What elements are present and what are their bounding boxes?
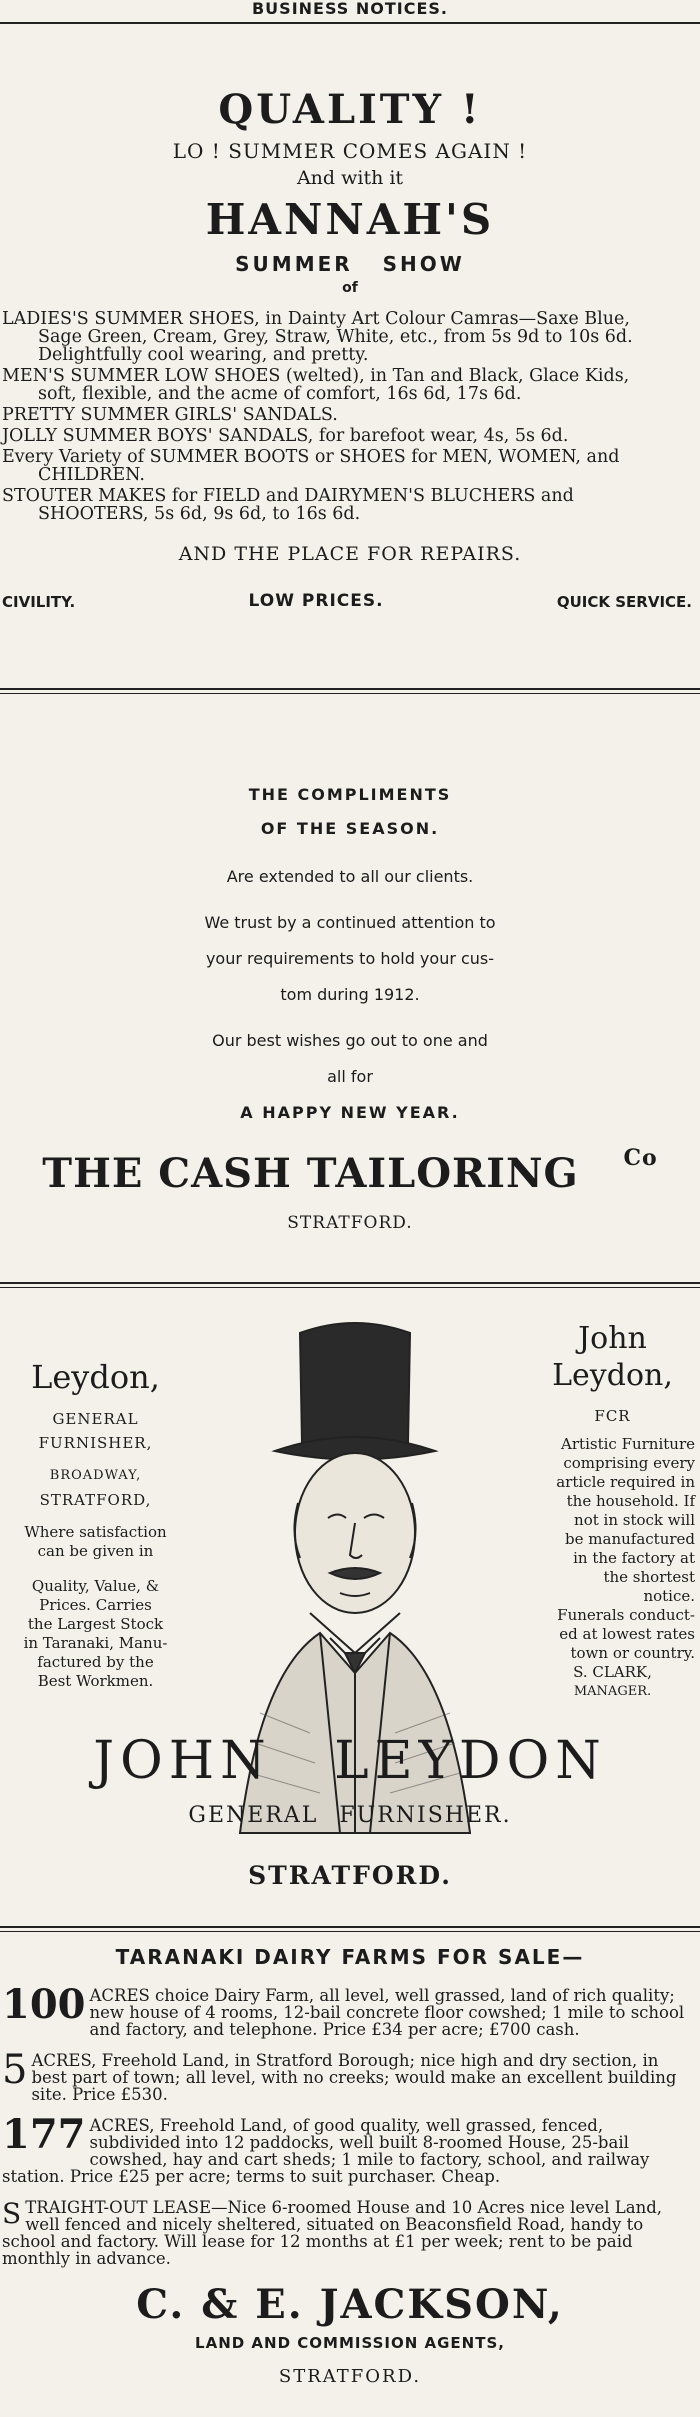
leydon-left-column: Leydon, GENERAL FURNISHER, BROADWAY, STRATFORD, Where satisfaction can be given in Quality, Value, & Prices. Carries the Largest Stock in Taranaki, Manu- factured by the Best Workmen. (18, 1358, 173, 1691)
farms-heading: TARANAKI DAIRY FARMS FOR SALE— (115, 1945, 585, 1969)
low-prices-label: LOW PRICES. (248, 591, 384, 611)
summer-show: SUMMER SHOW (235, 252, 465, 276)
hannah-advert (0, 70, 700, 611)
cash-tailoring-title: THE CASH TAILORING $^{Co}$ (42, 1145, 658, 1197)
list-item: LADIES'S SUMMER SHOES, in Dainty Art Colour Camras—Saxe Blue, Sage Green, Cream, Grey, Straw, White, etc., from 5s 9d to 10s 6d. Delightfully cool wearing, and pretty. (2, 309, 633, 365)
divider (0, 688, 700, 694)
hannah-title: HANNAH'S (205, 195, 495, 244)
repairs-line: AND THE PLACE FOR REPAIRS. (178, 543, 522, 565)
agents-label: LAND AND COMMISSION AGENTS, (195, 2334, 505, 2352)
rule (0, 1931, 700, 1932)
jackson-advert (0, 1937, 700, 2387)
quick-service-label: QUICK SERVICE. (556, 593, 692, 611)
leydon-advert (0, 1283, 700, 1933)
quality-heading: QUALITY ! (218, 86, 482, 133)
jackson-town: STRATFORD. (278, 2366, 422, 2387)
shoe-list (2, 310, 694, 523)
of-label: of (342, 280, 358, 296)
list-item: 5 ACRES, Freehold Land, in Stratford Borough; nice high and dry section, in best part of town; all level, with no creeks; would make an excellent building site. Price £530. (2, 2047, 677, 2104)
leydon-right-column: John Leydon, FCR Artistic Furniture comprising every article required in the household. If not in stock will be manufactured in the factory at the shortest notice. Funerals conduct- ed at lowest rates town or country. S. CLARK, MANAGER. (530, 1321, 695, 1701)
page-header: BUSINESS NOTICES. (0, 0, 700, 24)
list-item: PRETTY SUMMER GIRLS' SANDALS. (2, 405, 338, 425)
general-furnisher: GENERAL FURNISHER. (188, 1803, 512, 1828)
list-item: STRAIGHT-OUT LEASE—Nice 6-roomed House and 10 Acres nice level Land, well fenced and nicely sheltered, situated on Beaconsfield Road, handy to school and factory. Will lease for 12 months at £1 per week; rent to be paid monthly in advance. (2, 2197, 663, 2268)
jackson-title: C. & E. JACKSON, (136, 2281, 564, 2328)
rule (0, 1926, 700, 1928)
list-item: 100 ACRES choice Dairy Farm, all level, well grassed, land of rich quality; new house of 4 rooms, 12-bail concrete floor cowshed; 1 mile to school and factory, and telephone. Price £34 per acre; £700 cash. (2, 1981, 685, 2039)
summer-comes-line: LO ! SUMMER COMES AGAIN ! (172, 139, 528, 163)
left-body: Where satisfaction can be given in Quality, Value, & Prices. Carries the Largest Stock in Taranaki, Manu- factured by the Best Workmen. (23, 1523, 168, 1690)
list-item: JOLLY SUMMER BOYS' SANDALS, for barefoot wear, 4s, 5s 6d. (2, 426, 569, 446)
slogan-row (2, 571, 692, 611)
leydon-town: STRATFORD. (248, 1861, 452, 1890)
list-item: MEN'S SUMMER LOW SHOES (welted), in Tan and Black, Glace Kids, soft, flexible, and the acme of comfort, 16s 6d, 17s 6d. (2, 366, 630, 404)
cash-tailoring-advert (0, 785, 700, 1233)
cash-town: STRATFORD. (287, 1213, 413, 1233)
and-with-it: And with it (296, 167, 404, 189)
list-item: STOUTER MAKES for FIELD and DAIRYMEN'S BLUCHERS and SHOOTERS, 5s 6d, 9s 6d, to 16s 6d. (2, 486, 574, 524)
john-leydon-name: JOHN LEYDON (93, 1731, 607, 1791)
compliments-text: THE COMPLIMENTS OF THE SEASON. Are extended to all our clients. We trust by a continued attention to your requirements to hold your cus- tom during 1912. Our best wishes go out to one and all for A HAPPY NEW YEAR. (204, 785, 496, 1122)
right-body: Artistic Furniture comprising every article required in the household. If not in stock will be manufactured in the factory at the shortest notice. Funerals conduct- ed at lowest rates town or country. S. CLARK, MANAGER. (556, 1435, 695, 1699)
divider (0, 1926, 700, 1932)
rule (0, 688, 700, 690)
rule (0, 693, 700, 694)
list-item: 177 ACRES, Freehold Land, of good quality, well grassed, fenced, subdivided into 12 paddocks, well built 8-roomed House, 25-bail cowshed, hay and cart sheds; 1 mile to factory, school, and railway station. Price £25 per acre; terms to suit purchaser. Cheap. (2, 2111, 650, 2186)
list-item: Every Variety of SUMMER BOOTS or SHOES for MEN, WOMEN, and CHILDREN. (2, 447, 620, 485)
civility-label: CIVILITY. (2, 593, 76, 611)
